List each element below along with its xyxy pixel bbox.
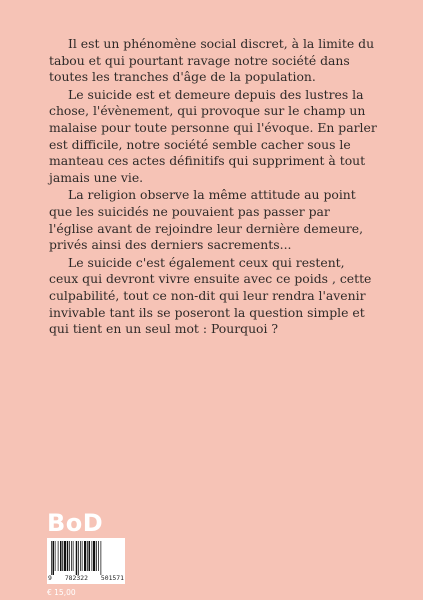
barcode-bar [87, 541, 88, 571]
barcode-bar [82, 541, 83, 571]
price-label: € 15,00 [47, 588, 76, 597]
barcode-bar [60, 541, 62, 571]
publisher-block [47, 510, 125, 597]
barcode-bars [47, 538, 125, 576]
blurb-paragraph-2: Le suicide est et demeure depuis des lustres la chose, l'évènement, qui provoque sur le champ un malaise pour toute personne qui l'évoque. En parler est difficile, notre société semble cacher sous le manteau ces actes définitifs qui suppriment à tout jamais une vie. [49, 86, 377, 185]
barcode-bar [89, 541, 91, 571]
barcode-bar [55, 541, 56, 571]
barcode-bar [78, 541, 79, 575]
barcode-bar [96, 541, 97, 571]
barcode-bar [62, 541, 63, 571]
isbn-barcode [47, 538, 125, 584]
barcode-digit-group-1: 9 [48, 574, 52, 582]
barcode-digits [47, 575, 125, 582]
barcode-bar [101, 541, 102, 575]
barcode-bar [51, 541, 52, 575]
barcode-bar [58, 541, 59, 571]
barcode-bar [67, 541, 69, 571]
barcode-bar [80, 541, 81, 571]
barcode-bar [64, 541, 66, 571]
blurb-paragraph-4: Le suicide c'est également ceux qui restent, ceux qui devront vivre ensuite avec ce poids , cette culpabilité, tout ce non-dit qui leur rendra l'avenir invivable tant ils se poseront la question simple et qui tient en un seul mot : Pourquoi ? [49, 254, 372, 337]
publisher-logo: BoD [47, 509, 104, 537]
blurb-paragraph-3: La religion observe la même attitude au point que les suicidés ne pouvaient pas passer par l'église avant de rejoindre leur dernière demeure, privés ainsi des derniers sacrements... [49, 187, 364, 253]
barcode-digit-group-2: 782322 [64, 574, 88, 582]
barcode-bar [93, 541, 95, 571]
barcode-bar [84, 541, 86, 571]
barcode-bar [71, 541, 72, 571]
blurb-text [49, 36, 377, 339]
blurb-paragraph-1: Il est un phénomène social discret, à la limite du tabou et qui pourtant ravage notre société dans toutes les tranches d'âge de la population. [49, 36, 375, 85]
barcode-bar [73, 541, 74, 571]
barcode-bar [69, 541, 70, 571]
barcode-digit-group-3: 501571 [100, 574, 124, 582]
barcode-bar [98, 541, 99, 571]
barcode-bar [76, 541, 78, 575]
barcode-bar [53, 541, 55, 575]
barcode-bar [92, 541, 93, 571]
